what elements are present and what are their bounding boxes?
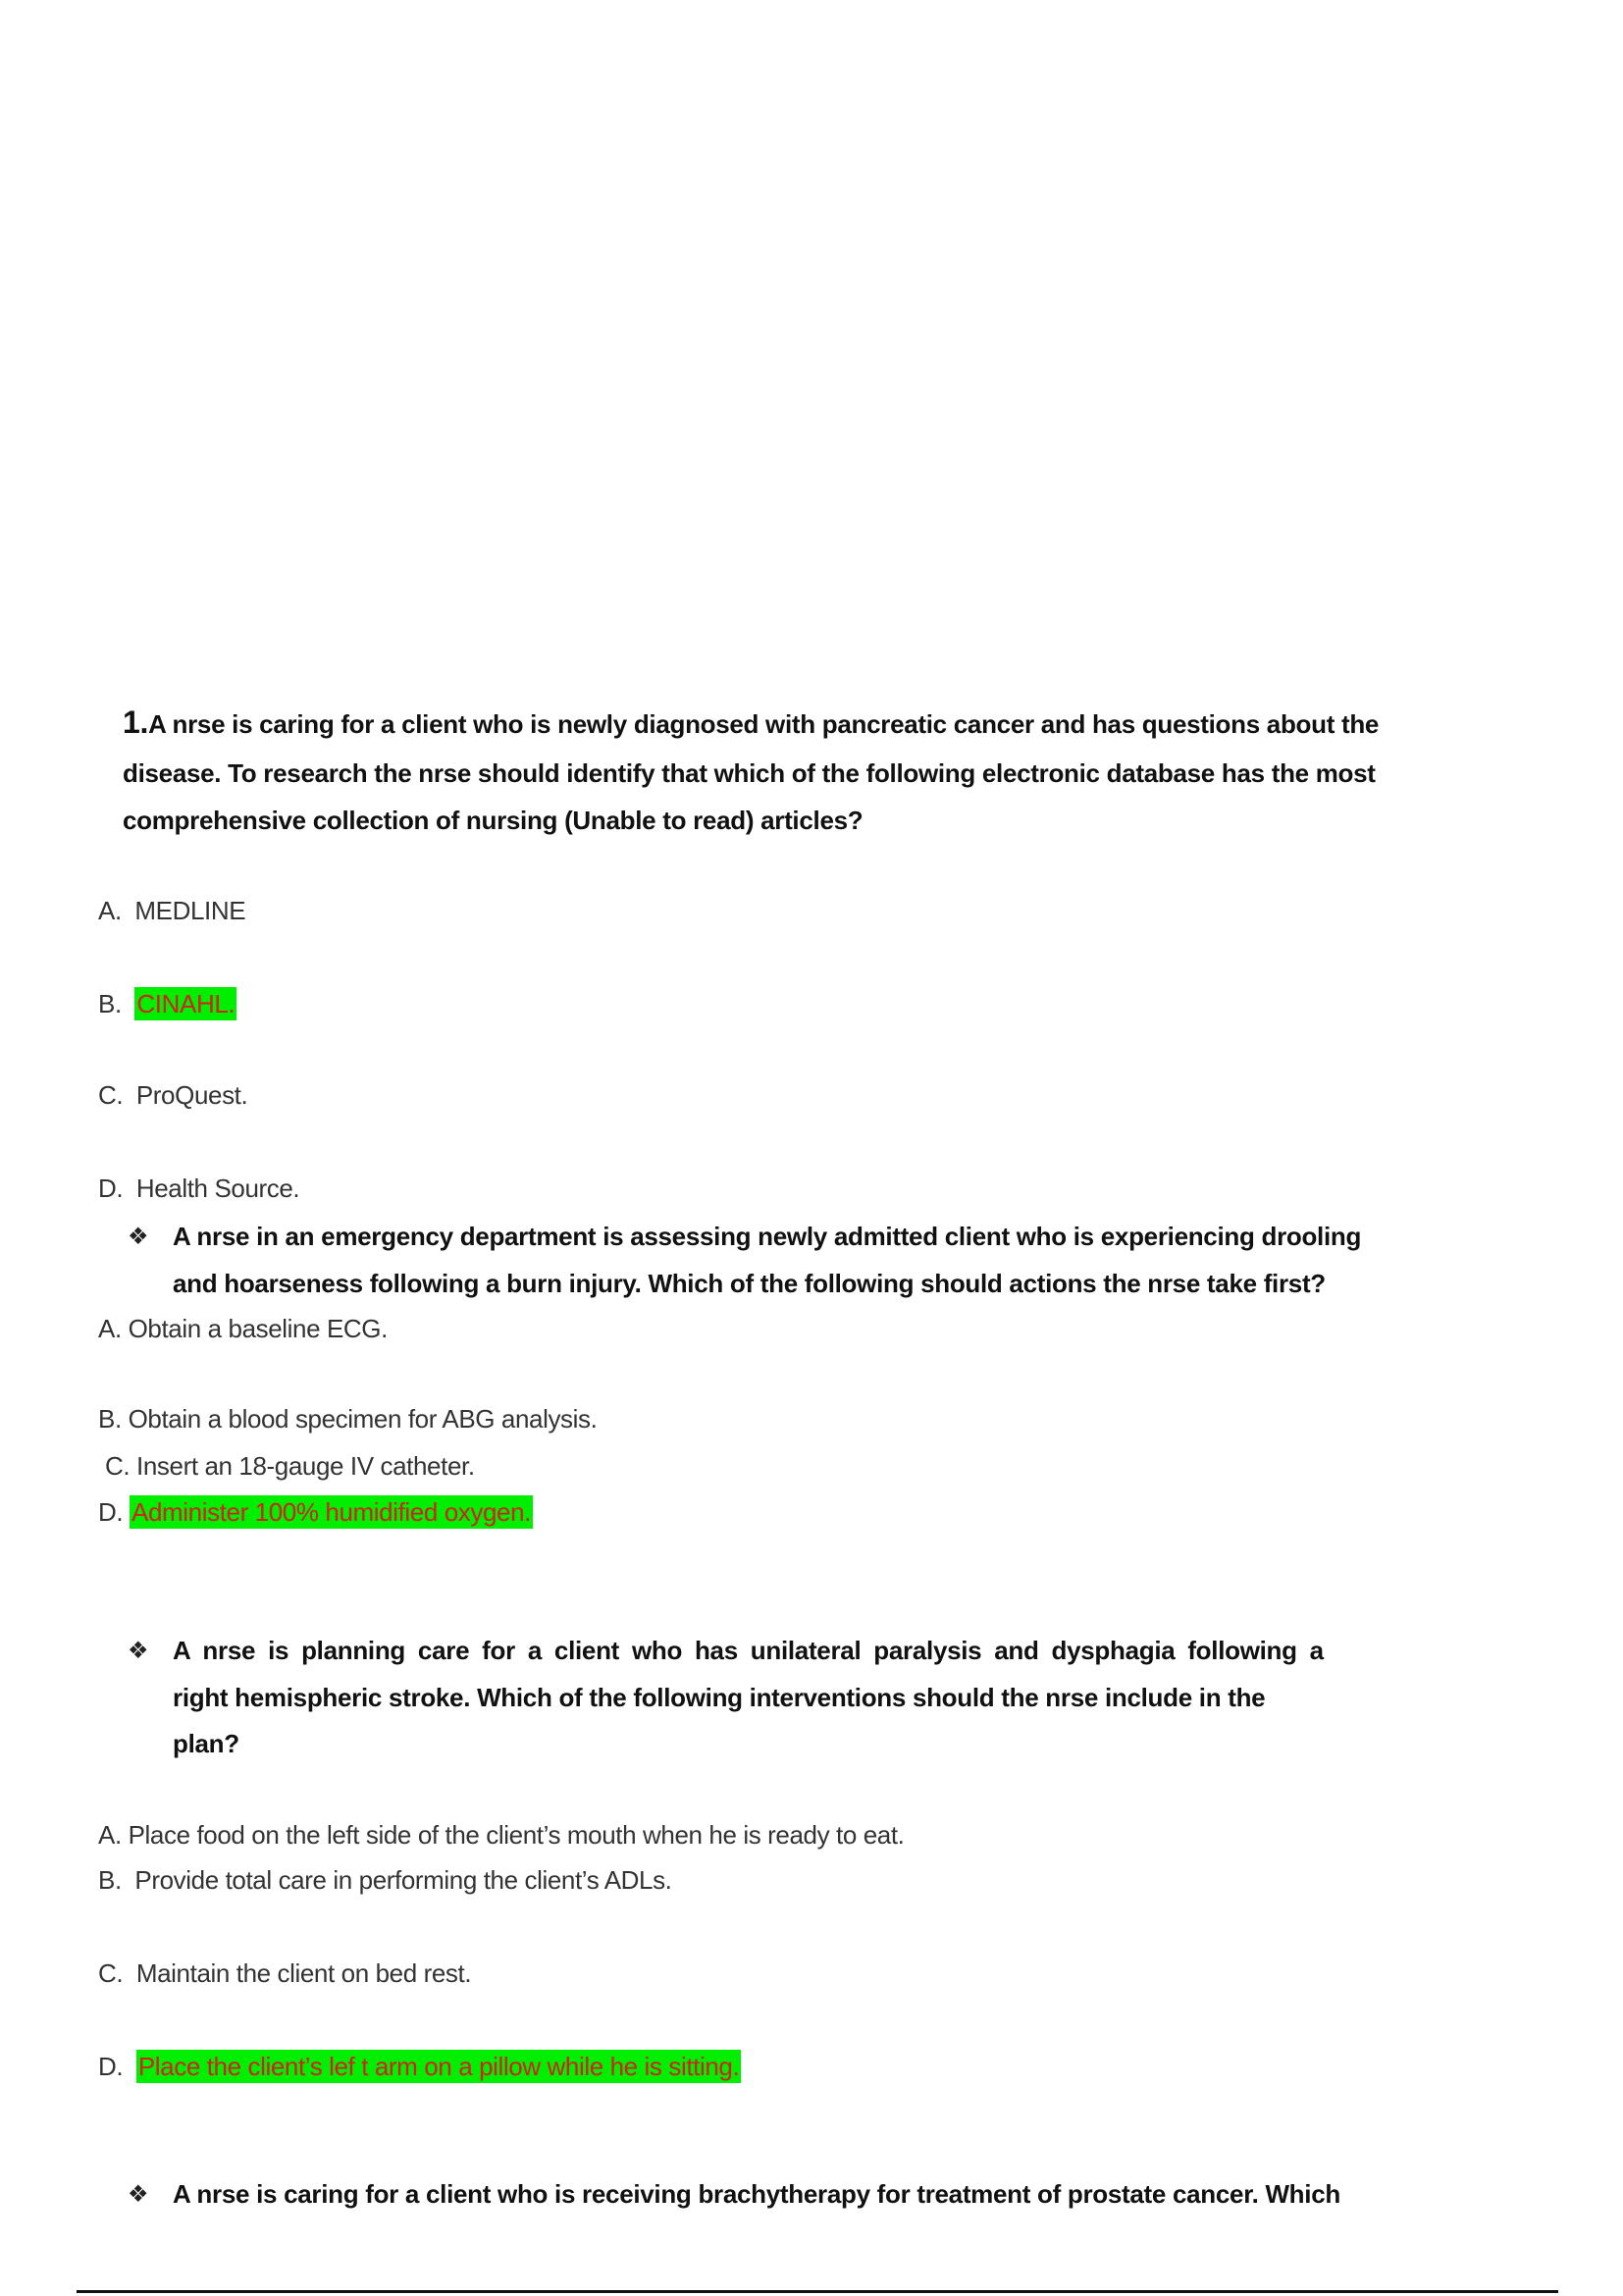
correct-answer-highlight: Place the client’s lef t arm on a pillow while he is sitting. <box>137 2052 740 2081</box>
option-text: Provide total care in performing the client’s ADLs. <box>134 1865 672 1895</box>
q1-option-c <box>98 1079 247 1111</box>
option-letter: A. <box>98 1314 122 1343</box>
question-1-line-2: disease. To research the nrse should identify that which of the following electronic database has the most <box>123 758 1376 788</box>
diamond-bullet-icon: ❖ <box>128 2181 149 2208</box>
option-text: Obtain a blood specimen for ABG analysis. <box>128 1404 598 1434</box>
question-2-line-1: A nrse in an emergency department is assessing newly admitted client who is experiencing drooling <box>173 1222 1362 1251</box>
option-text: Health Source. <box>135 1174 300 1203</box>
question-3-line-2: right hemispheric stroke. Which of the following interventions should the nrse include in the <box>173 1683 1266 1712</box>
option-letter: B. <box>98 1865 122 1895</box>
option-letter: C. <box>98 1080 124 1110</box>
diamond-bullet-icon: ❖ <box>128 1224 149 1250</box>
option-letter: D. <box>98 2052 124 2081</box>
question-number: 1. <box>123 704 149 740</box>
q1-option-b <box>98 988 236 1019</box>
question-3-line-3: plan? <box>173 1729 239 1758</box>
option-letter: B. <box>98 989 122 1018</box>
question-text: A nrse is caring for a client who is newly diagnosed with pancreatic cancer and has questions about the <box>148 709 1380 739</box>
option-text: Obtain a baseline ECG. <box>128 1314 388 1343</box>
question-2-line-2: and hoarseness following a burn injury. Which of the following should actions the nrse take first? <box>173 1269 1326 1298</box>
option-text: Maintain the client on bed rest. <box>135 1958 472 1988</box>
diamond-bullet-icon: ❖ <box>128 1638 149 1664</box>
correct-answer-highlight: CINAHL. <box>136 989 236 1018</box>
option-letter: B. <box>98 1404 122 1434</box>
q2-option-b <box>98 1403 597 1435</box>
page-bottom-rule <box>77 2290 1558 2293</box>
option-letter: C. <box>98 1958 124 1988</box>
option-letter: D. <box>98 1174 124 1203</box>
option-text: Place food on the left side of the client’s mouth when he is ready to eat. <box>128 1820 905 1850</box>
option-text: MEDLINE <box>134 896 246 925</box>
q3-option-b <box>98 1864 672 1896</box>
option-letter: D. <box>98 1497 124 1527</box>
q1-option-a <box>98 895 245 926</box>
q1-option-d <box>98 1173 299 1204</box>
option-text: ProQuest. <box>135 1080 248 1110</box>
question-1-line-1 <box>123 706 1379 740</box>
option-letter: A. <box>98 1820 122 1850</box>
q2-option-c <box>105 1450 475 1482</box>
option-letter: A. <box>98 896 122 925</box>
q3-option-d <box>98 2051 741 2082</box>
question-3-line-1: A nrse is planning care for a client who has unilateral paralysis and dysphagia following a <box>173 1636 1324 1665</box>
q3-option-c <box>98 1957 471 1989</box>
option-text: Insert an 18-gauge IV catheter. <box>136 1451 475 1481</box>
correct-answer-highlight: Administer 100% humidified oxygen. <box>131 1497 531 1527</box>
question-1-line-3: comprehensive collection of nursing (Unable to read) articles? <box>123 806 864 835</box>
q3-option-a <box>98 1819 904 1851</box>
question-4-line-1: A nrse is caring for a client who is receiving brachytherapy for treatment of prostate cancer. Which <box>173 2179 1340 2209</box>
q2-option-a <box>98 1313 388 1344</box>
q2-option-d <box>98 1496 533 1528</box>
option-letter: C. <box>105 1451 131 1481</box>
